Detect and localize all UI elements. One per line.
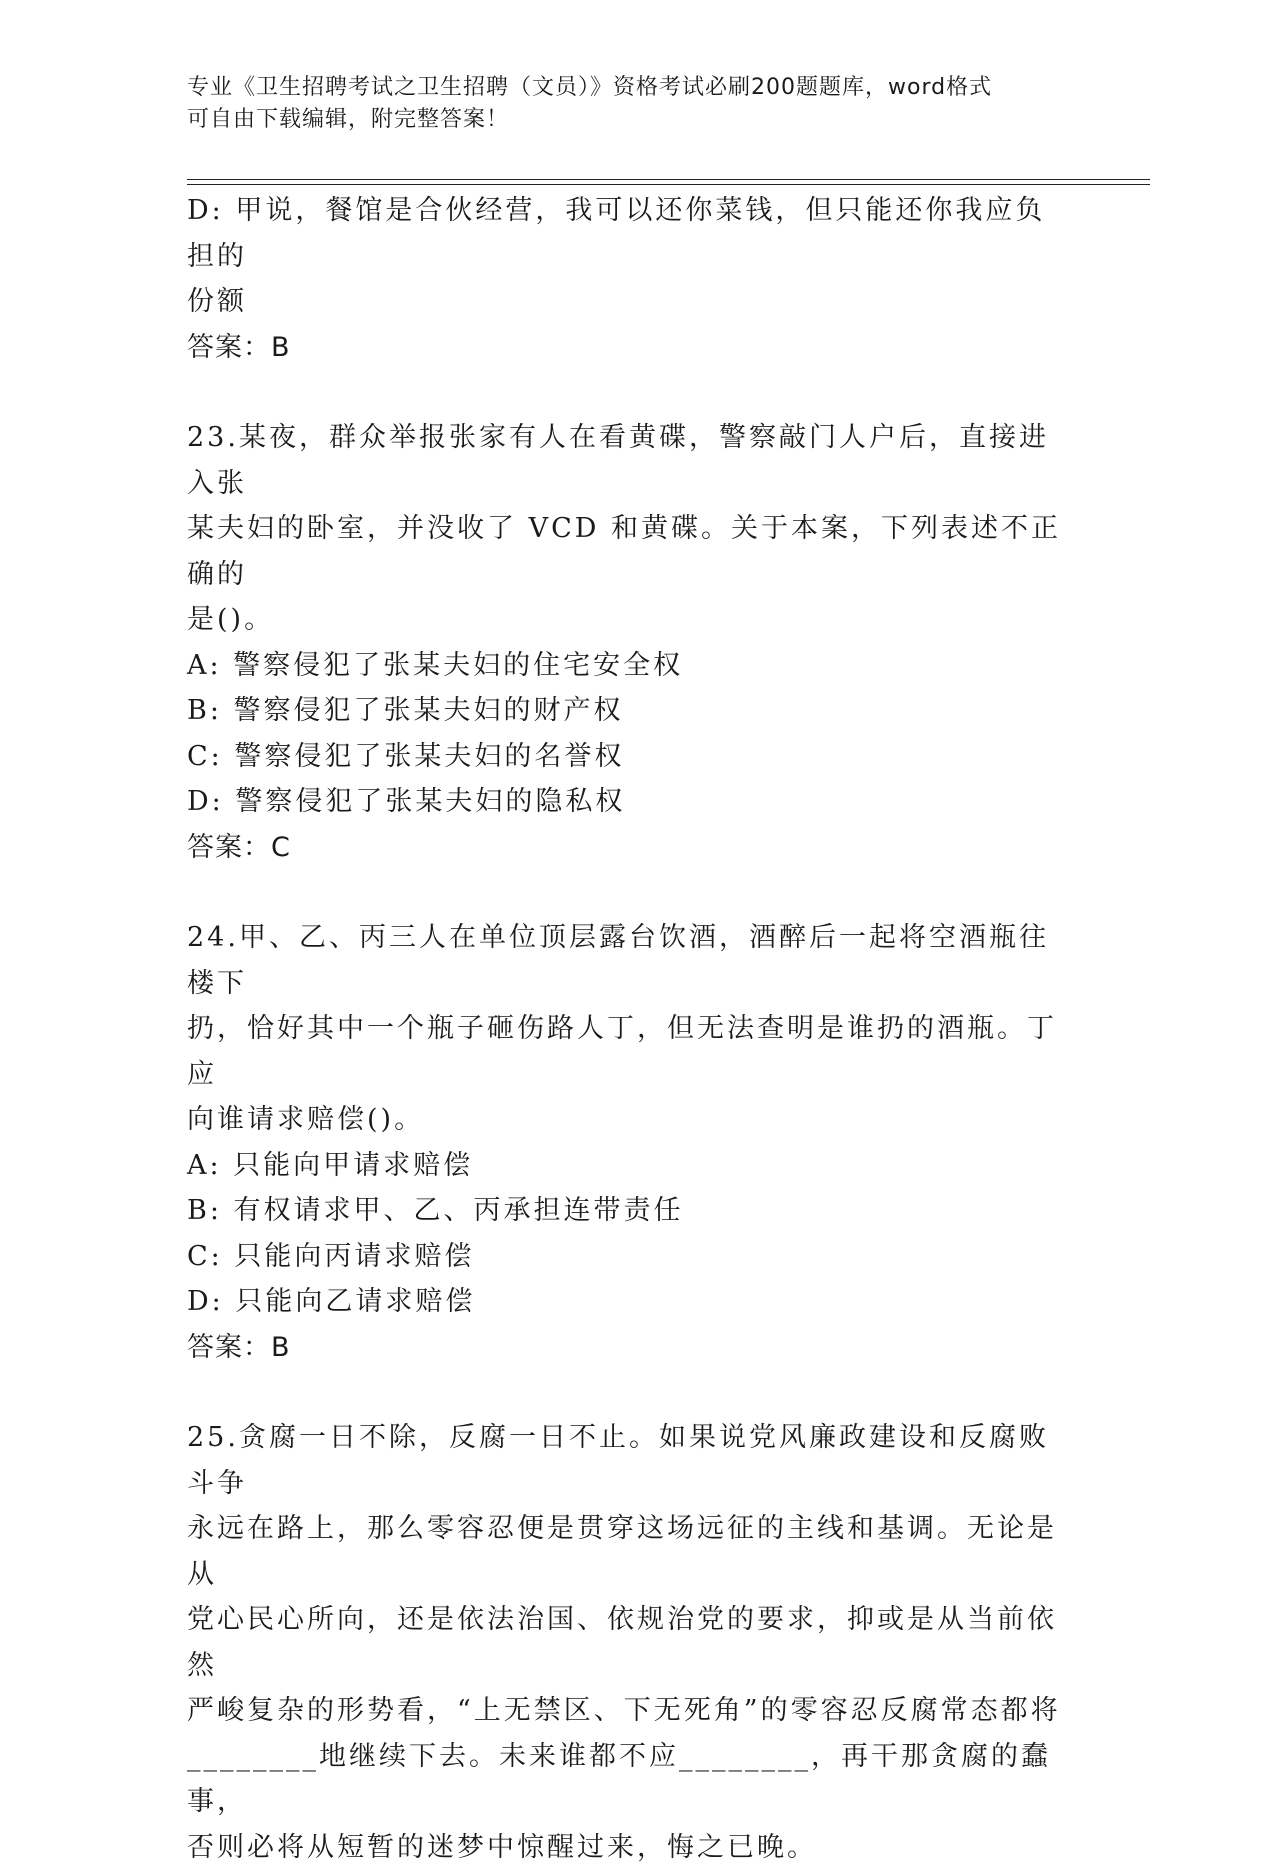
q23-option-d: D: 警察侵犯了张某夫妇的隐私权: [187, 779, 1067, 825]
q24-option-d: D: 只能向乙请求赔偿: [187, 1279, 1067, 1325]
q24-option-c: C: 只能向丙请求赔偿: [187, 1234, 1067, 1280]
q23-text-line: 某夫妇的卧室，并没收了 VCD 和黄碟。关于本案，下列表述不正确的: [187, 506, 1067, 597]
header-line-2: 可自由下载编辑，附完整答案！: [187, 104, 1067, 136]
prev-option-d-cont: 份额: [187, 279, 1067, 325]
q24-text-line: 24.甲、乙、丙三人在单位顶层露台饮酒，酒醉后一起将空酒瓶往楼下: [187, 915, 1067, 1006]
q24-answer: 答案：B: [187, 1325, 1067, 1371]
header-rule-bottom: [187, 184, 1150, 185]
q24-option-a: A: 只能向甲请求赔偿: [187, 1143, 1067, 1189]
q23-text-line: 是()。: [187, 597, 1067, 643]
spacer: [187, 1370, 1067, 1415]
q24-text-line: 向谁请求赔偿()。: [187, 1097, 1067, 1143]
q23-option-b: B: 警察侵犯了张某夫妇的财产权: [187, 688, 1067, 734]
q23-answer: 答案：C: [187, 825, 1067, 871]
q23-option-a: A: 警察侵犯了张某夫妇的住宅安全权: [187, 643, 1067, 689]
q23-text-line: 23.某夜，群众举报张家有人在看黄碟，警察敲门人户后，直接进入张: [187, 415, 1067, 506]
q25-text-line: 严峻复杂的形势看，“上无禁区、下无死角”的零容忍反腐常态都将: [187, 1688, 1067, 1734]
q24-text-line: 扔，恰好其中一个瓶子砸伤路人丁，但无法查明是谁扔的酒瓶。丁应: [187, 1006, 1067, 1097]
prev-answer: 答案：B: [187, 325, 1067, 371]
q25-text-line: 永远在路上，那么零容忍便是贯穿这场远征的主线和基调。无论是从: [187, 1506, 1067, 1597]
spacer: [187, 870, 1067, 915]
document-body: [187, 188, 1067, 1870]
q24-option-b: B: 有权请求甲、乙、丙承担连带责任: [187, 1188, 1067, 1234]
q25-text-line: 党心民心所向，还是依法治国、依规治党的要求，抑或是从当前依然: [187, 1597, 1067, 1688]
document-header: [187, 72, 1067, 136]
header-line-1: 专业《卫生招聘考试之卫生招聘（文员）》资格考试必刷200题题库，word格式: [187, 72, 1067, 104]
prev-option-d: D: 甲说，餐馆是合伙经营，我可以还你菜钱，但只能还你我应负担的: [187, 188, 1067, 279]
spacer: [187, 370, 1067, 415]
header-rule-top: [187, 179, 1150, 180]
q25-text-line: ________地继续下去。未来谁都不应________，再干那贪腐的蠢事，: [187, 1734, 1067, 1825]
q23-option-c: C: 警察侵犯了张某夫妇的名誉权: [187, 734, 1067, 780]
q25-text-line: 25.贪腐一日不除，反腐一日不止。如果说党风廉政建设和反腐败斗争: [187, 1415, 1067, 1506]
q25-text-line: 否则必将从短暂的迷梦中惊醒过来，悔之已晚。: [187, 1825, 1067, 1870]
